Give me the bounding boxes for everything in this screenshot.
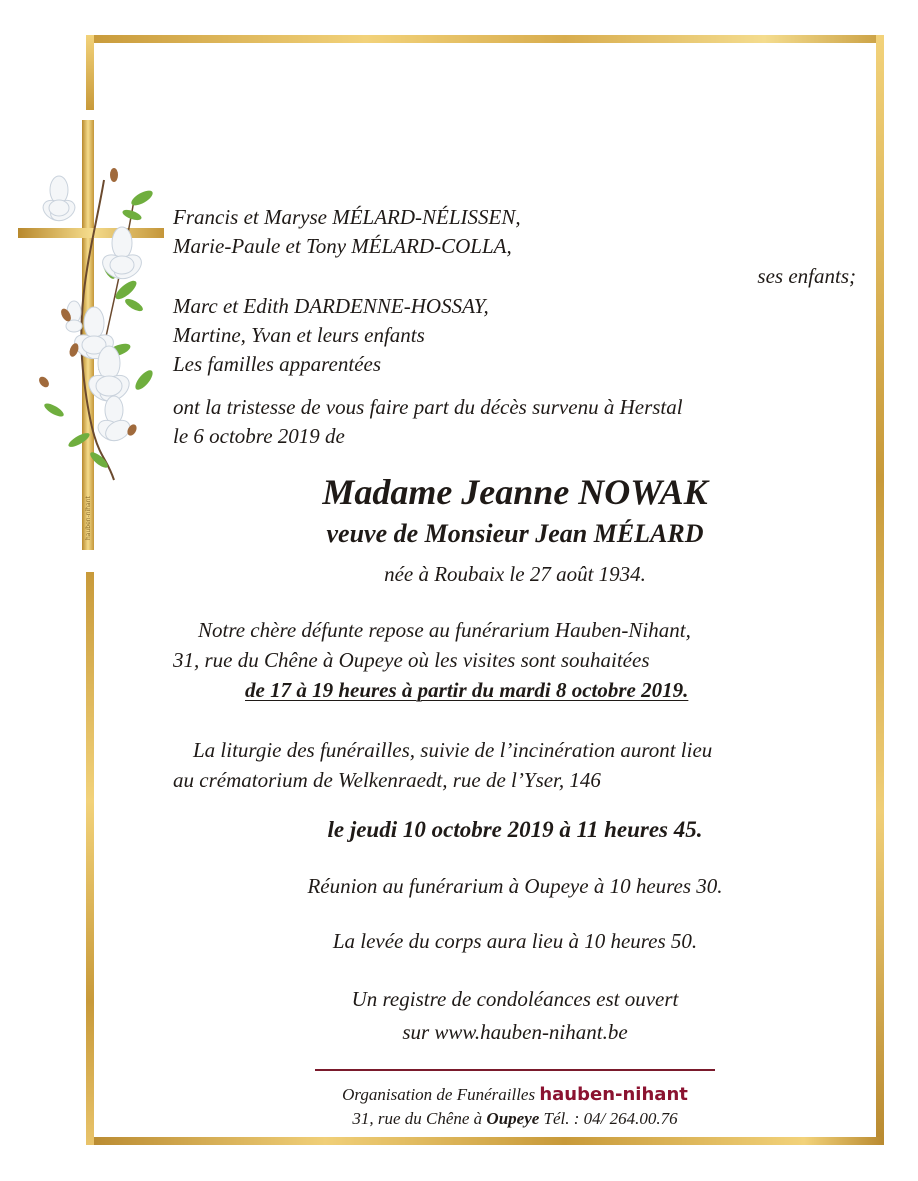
widow-of: veuve de Monsieur Jean MÉLARD (326, 519, 704, 548)
levee-info: La levée du corps aura lieu à 10 heures 50. (332, 929, 698, 953)
footer-divider (315, 1069, 715, 1071)
family-line-4: Martine, Yvan et leurs enfants (173, 323, 425, 347)
announce-line-2: le 6 octobre 2019 de (173, 424, 345, 448)
footer-address-city: Oupeye (486, 1109, 540, 1128)
birth-info: née à Roubaix le 27 août 1934. (384, 562, 646, 586)
cross-horizontal-bar (18, 228, 164, 238)
announce-line-1: ont la tristesse de vous faire part du décès survenu à Herstal (173, 395, 683, 419)
footer-phone: Tél. : 04/ 264.00.76 (543, 1109, 678, 1128)
frame-top-border (86, 35, 884, 43)
frame-right-border (876, 35, 884, 1145)
brand-logo: hauben-nihant (539, 1084, 688, 1105)
footer-organisation (173, 1084, 857, 1106)
meeting-info: Réunion au funérarium à Oupeye à 10 heures 30. (307, 874, 723, 898)
cross-with-flowers-icon (14, 120, 164, 560)
cross-watermark: hauben-nihant (85, 496, 92, 540)
family-line-3: Marc et Edith DARDENNE-HOSSAY, (173, 294, 489, 318)
deceased-name: Madame Jeanne NOWAK (322, 472, 708, 512)
frame-left-border-bottom (86, 572, 94, 1145)
footer-org-label: Organisation de Funérailles (342, 1085, 536, 1104)
frame-left-border-top (86, 35, 94, 110)
register-line-2: sur www.hauben-nihant.be (402, 1020, 628, 1044)
frame-bottom-border (86, 1137, 884, 1145)
footer-address-prefix: 31, rue du Chêne à (352, 1109, 483, 1128)
register-line-1: Un registre de condoléances est ouvert (351, 987, 679, 1011)
ceremony-line-1: La liturgie des funérailles, suivie de l’incinération auront lieu (193, 738, 713, 762)
family-line-2: Marie-Paule et Tony MÉLARD-COLLA, (173, 234, 512, 258)
family-line-1: Francis et Maryse MÉLARD-NÉLISSEN, (173, 205, 521, 229)
children-label: ses enfants; (757, 264, 856, 288)
visits-hours: de 17 à 19 heures à partir du mardi 8 octobre 2019. (245, 678, 689, 702)
ceremony-date: le jeudi 10 octobre 2019 à 11 heures 45. (327, 817, 703, 842)
visits-line-2: 31, rue du Chêne à Oupeye où les visites sont souhaitées (173, 648, 650, 672)
visits-line-1: Notre chère défunte repose au funérarium Hauben-Nihant, (198, 618, 691, 642)
family-line-5: Les familles apparentées (173, 352, 382, 376)
footer-address (173, 1108, 857, 1130)
ceremony-line-2: au crématorium de Welkenraedt, rue de l’Yser, 146 (173, 768, 601, 792)
